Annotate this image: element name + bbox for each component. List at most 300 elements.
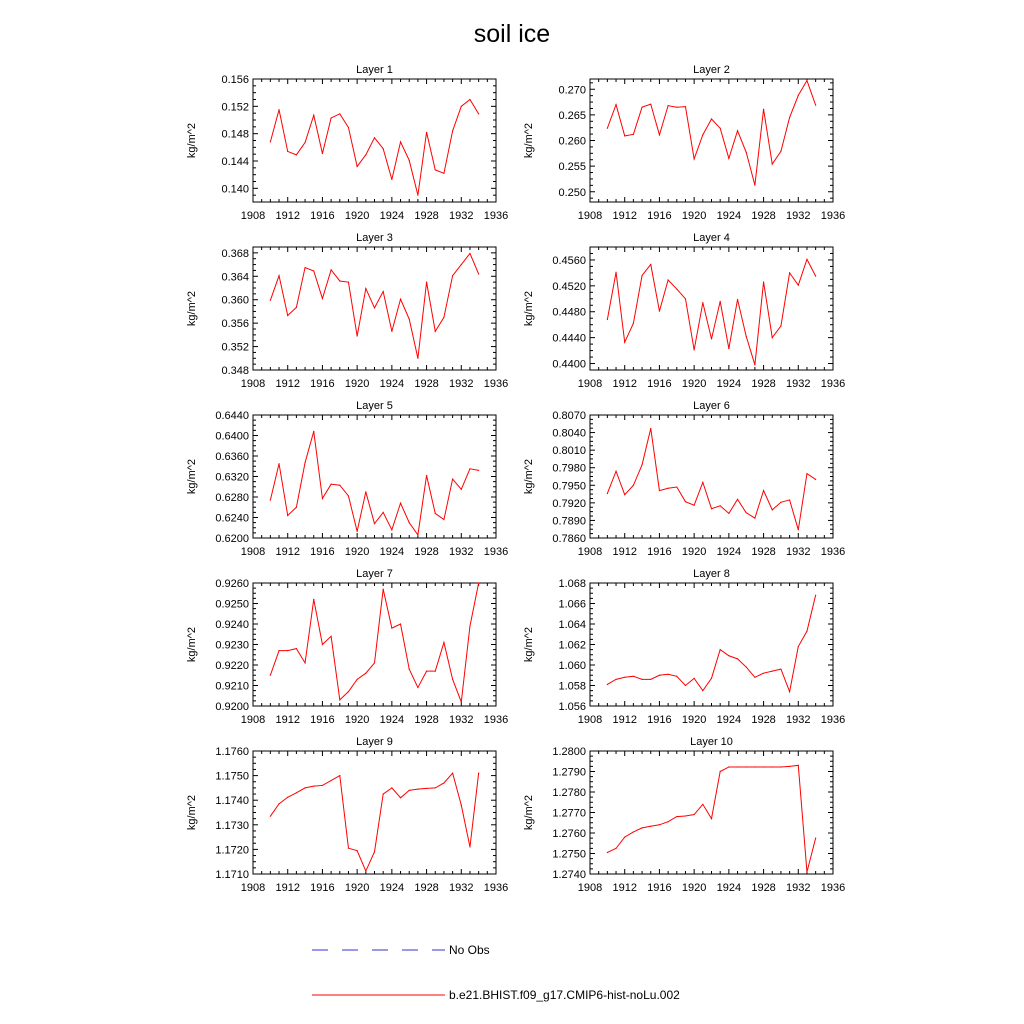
chart-5-x-tick-label: 1932	[449, 546, 474, 558]
chart-9-data-point	[357, 850, 358, 851]
chart-6-data-point	[780, 502, 781, 503]
chart-3-data-point	[278, 275, 279, 276]
chart-2-data-point	[780, 151, 781, 152]
chart-2-data-point	[720, 128, 721, 129]
chart-8-data-point	[780, 669, 781, 670]
chart-2-x-tick-label: 1908	[577, 210, 603, 222]
chart-8-frame	[590, 583, 833, 706]
chart-6-data-point	[763, 490, 764, 491]
chart-10-x-tick-label: 1916	[647, 882, 672, 894]
chart-6-y-tick-label: 0.7980	[552, 462, 586, 475]
chart-2-y-tick-label: 0.260	[558, 135, 586, 148]
chart-4-data-point	[668, 279, 669, 280]
chart-8-y-tick-label: 1.064	[558, 619, 586, 631]
chart-7-y-tick-label: 0.9230	[215, 639, 249, 652]
chart-5-y-tick-label: 0.6280	[215, 492, 249, 504]
chart-1-data-point	[270, 141, 271, 142]
chart-3-data-point	[287, 315, 288, 316]
chart-10-frame	[590, 751, 833, 874]
chart-3-data-point	[339, 280, 340, 281]
chart-1-data-point	[365, 154, 366, 155]
chart-6-data-point	[650, 428, 651, 429]
chart-2-data-point	[737, 130, 738, 131]
chart-3-data-point	[331, 269, 332, 270]
chart-2-data-point	[815, 105, 816, 106]
chart-10-data-point	[633, 831, 634, 832]
chart-6-y-tick-label: 0.8010	[552, 445, 586, 458]
chart-5-y-tick-label: 0.6320	[215, 471, 249, 484]
chart-10-data-point	[650, 826, 651, 827]
chart-3-data-point	[391, 331, 392, 332]
chart-5-title: Layer 5	[356, 400, 393, 412]
chart-9-data-point	[374, 851, 375, 852]
chart-3-data-point	[435, 331, 436, 332]
chart-7-data-point	[391, 628, 392, 629]
chart-5-data-point	[357, 531, 358, 532]
chart-7-data-point	[270, 675, 271, 676]
chart-3-data-point	[478, 273, 479, 274]
chart-7-data-point	[296, 648, 297, 649]
chart-9-y-tick-label: 1.1710	[215, 869, 249, 881]
chart-7-data-point	[331, 636, 332, 637]
chart-4-data-point	[711, 338, 712, 339]
chart-7-data-point	[287, 650, 288, 651]
chart-3-y-tick-label: 0.364	[221, 271, 249, 284]
chart-2-data-point	[746, 152, 747, 153]
chart-4-data-point	[624, 342, 625, 343]
chart-5-data-point	[374, 523, 375, 524]
chart-5-x-tick-label: 1920	[344, 546, 370, 558]
chart-10-data-point	[641, 827, 642, 828]
chart-2-data-point	[650, 104, 651, 105]
chart-5-data-point	[435, 513, 436, 514]
chart-10-data-point	[676, 816, 677, 817]
chart-8-data-point	[772, 671, 773, 672]
chart-1-data-point	[452, 130, 453, 131]
chart-3-data-point	[296, 307, 297, 308]
chart-2-data-point	[798, 95, 799, 96]
chart-2-data-point	[694, 158, 695, 159]
chart-4-data-point	[798, 285, 799, 286]
chart-3-data-point	[426, 282, 427, 283]
chart-1-x-tick-label: 1920	[344, 210, 370, 222]
chart-4-data-point	[650, 264, 651, 265]
chart-7-ylabel: kg/m^2	[186, 626, 198, 663]
chart-7-data-point	[383, 589, 384, 590]
chart-9-data-point	[400, 797, 401, 798]
chart-10-x-tick-label: 1908	[577, 882, 603, 894]
chart-10-x-tick-label: 1920	[681, 882, 707, 894]
chart-1-title: Layer 1	[356, 64, 393, 76]
chart-10-data-point	[607, 852, 608, 853]
chart-9-data-point	[478, 773, 479, 774]
chart-2-x-tick-label: 1916	[647, 210, 672, 222]
chart-7-data-point	[426, 671, 427, 672]
chart-2-data-point	[641, 107, 642, 108]
chart-5-data-point	[426, 475, 427, 476]
chart-6-data-point	[633, 485, 634, 486]
chart-6-y-tick-label: 0.7920	[552, 497, 586, 510]
chart-5-data-point	[339, 485, 340, 486]
chart-1-data-point	[478, 113, 479, 114]
chart-6-y-tick-label: 0.8040	[552, 427, 586, 440]
chart-2	[523, 64, 845, 222]
chart-3-x-tick-label: 1924	[379, 378, 405, 390]
chart-2-data-point	[754, 184, 755, 185]
chart-7-x-tick-label: 1908	[240, 714, 266, 726]
chart-7-data-point	[365, 673, 366, 674]
chart-1-x-tick-label: 1908	[240, 210, 266, 222]
chart-5-data-point	[270, 499, 271, 500]
chart-1-y-tick-label: 0.148	[221, 128, 249, 141]
chart-7-data-point	[339, 699, 340, 700]
chart-5-frame	[253, 415, 496, 538]
chart-6-title: Layer 6	[693, 400, 730, 412]
chart-6-data-point	[711, 508, 712, 509]
chart-7-data-point	[435, 671, 436, 672]
chart-4-x-tick-label: 1912	[612, 378, 637, 390]
chart-4-series-line	[607, 259, 815, 365]
chart-6-data-point	[659, 490, 660, 491]
chart-4-y-tick-label: 0.4560	[552, 254, 586, 267]
chart-9-x-tick-label: 1912	[275, 882, 300, 894]
chart-6-data-point	[607, 493, 608, 494]
chart-9-data-point	[339, 775, 340, 776]
chart-3-data-point	[313, 270, 314, 271]
chart-4-x-tick-label: 1936	[820, 378, 846, 390]
chart-2-data-point	[668, 105, 669, 106]
chart-1-x-tick-label: 1936	[483, 210, 509, 222]
chart-8-data-point	[676, 676, 677, 677]
panels	[186, 64, 845, 894]
chart-7-data-point	[478, 582, 479, 583]
chart-2-data-point	[615, 104, 616, 105]
chart-6-x-tick-label: 1932	[786, 546, 811, 558]
chart-3-data-point	[348, 282, 349, 283]
chart-9-data-point	[270, 816, 271, 817]
chart-2-data-point	[685, 106, 686, 107]
chart-9-data-point	[278, 803, 279, 804]
chart-8-x-tick-label: 1928	[751, 714, 776, 726]
chart-10-y-tick-label: 1.2760	[552, 828, 586, 840]
chart-4-ylabel: kg/m^2	[523, 290, 535, 327]
chart-5-data-point	[391, 529, 392, 530]
chart-4-y-tick-label: 0.4520	[552, 280, 586, 293]
chart-6-data-point	[772, 509, 773, 510]
chart-6-data-point	[685, 501, 686, 502]
chart-1-y-tick-label: 0.156	[221, 74, 249, 86]
chart-9-x-tick-label: 1920	[344, 882, 370, 894]
chart-6-data-point	[754, 517, 755, 518]
chart-9-title: Layer 9	[356, 736, 393, 748]
chart-4-y-tick-label: 0.4400	[552, 358, 586, 371]
chart-8-ylabel: kg/m^2	[523, 626, 535, 663]
chart-4-x-tick-label: 1920	[681, 378, 707, 390]
chart-3-x-tick-label: 1932	[449, 378, 474, 390]
chart-2-ylabel: kg/m^2	[523, 122, 535, 159]
chart-4-data-point	[763, 281, 764, 282]
chart-9-data-point	[469, 846, 470, 847]
chart-2-frame	[590, 79, 833, 202]
figure-title: soil ice	[473, 20, 551, 48]
chart-8-data-point	[694, 678, 695, 679]
chart-5	[186, 400, 508, 558]
chart-7-x-tick-label: 1932	[449, 714, 474, 726]
chart-4-data-point	[789, 272, 790, 273]
chart-3-x-tick-label: 1916	[310, 378, 335, 390]
chart-10-y-tick-label: 1.2800	[552, 746, 586, 758]
chart-8-y-tick-label: 1.058	[558, 680, 586, 693]
chart-9-data-point	[461, 805, 462, 806]
chart-7-data-point	[400, 623, 401, 624]
chart-9-data-point	[435, 787, 436, 788]
chart-1-x-tick-label: 1916	[310, 210, 335, 222]
chart-7-frame	[253, 583, 496, 706]
chart-8-x-tick-label: 1936	[820, 714, 846, 726]
chart-7-x-tick-label: 1920	[344, 714, 370, 726]
chart-4-y-tick-label: 0.4480	[552, 306, 586, 319]
chart-9-x-tick-label: 1924	[379, 882, 405, 894]
chart-3-ylabel: kg/m^2	[186, 290, 198, 327]
chart-4-x-tick-label: 1932	[786, 378, 811, 390]
chart-8-data-point	[746, 666, 747, 667]
chart-8-data-point	[728, 655, 729, 656]
chart-3-data-point	[409, 318, 410, 319]
chart-1-data-point	[374, 137, 375, 138]
chart-7-x-tick-label: 1916	[310, 714, 335, 726]
chart-9-data-point	[391, 787, 392, 788]
chart-8-series-line	[607, 595, 815, 691]
chart-3-y-tick-label: 0.352	[221, 341, 249, 354]
chart-2-data-point	[702, 134, 703, 135]
chart-10-data-point	[615, 848, 616, 849]
chart-1-data-point	[461, 106, 462, 107]
chart-4-data-point	[702, 302, 703, 303]
chart-4-data-point	[720, 301, 721, 302]
chart-2-data-point	[711, 118, 712, 119]
chart-9-x-tick-label: 1936	[483, 882, 509, 894]
chart-2-x-tick-label: 1912	[612, 210, 637, 222]
chart-1-y-tick-label: 0.140	[221, 183, 249, 196]
chart-6-y-tick-label: 0.8070	[552, 410, 586, 422]
chart-4-title: Layer 4	[693, 232, 730, 244]
chart-1-data-point	[417, 195, 418, 196]
chart-10-x-tick-label: 1932	[786, 882, 811, 894]
chart-6-data-point	[728, 513, 729, 514]
chart-8-data-point	[615, 679, 616, 680]
chart-2-y-tick-label: 0.270	[558, 84, 586, 97]
chart-5-data-point	[278, 463, 279, 464]
chart-10-data-point	[685, 815, 686, 816]
chart-6-y-tick-label: 0.7950	[552, 480, 586, 493]
chart-8-x-tick-label: 1908	[577, 714, 603, 726]
chart-6-series-line	[607, 428, 815, 529]
chart-7-data-point	[461, 701, 462, 702]
chart-5-y-tick-label: 0.6200	[215, 533, 249, 545]
chart-8	[523, 568, 845, 726]
chart-10	[523, 736, 845, 894]
chart-1-data-point	[348, 127, 349, 128]
chart-7-y-tick-label: 0.9210	[215, 680, 249, 693]
chart-8-x-tick-label: 1924	[716, 714, 742, 726]
chart-5-data-point	[469, 468, 470, 469]
chart-1-data-point	[339, 113, 340, 114]
chart-1-data-point	[400, 141, 401, 142]
chart-4-data-point	[641, 275, 642, 276]
chart-8-data-point	[668, 674, 669, 675]
chart-1-data-point	[435, 169, 436, 170]
chart-9-data-point	[443, 782, 444, 783]
chart-6-x-tick-label: 1936	[820, 546, 846, 558]
chart-4-data-point	[746, 336, 747, 337]
chart-7-y-tick-label: 0.9260	[215, 578, 249, 590]
chart-3-data-point	[374, 307, 375, 308]
chart-8-data-point	[633, 676, 634, 677]
chart-5-series-line	[270, 431, 478, 535]
chart-2-data-point	[772, 163, 773, 164]
chart-10-x-tick-label: 1936	[820, 882, 846, 894]
chart-3-data-point	[469, 253, 470, 254]
chart-9-ylabel: kg/m^2	[186, 794, 198, 831]
chart-8-data-point	[641, 679, 642, 680]
chart-8-y-tick-label: 1.060	[558, 660, 586, 672]
chart-9-data-point	[322, 785, 323, 786]
chart-8-y-tick-label: 1.068	[558, 578, 586, 590]
chart-5-data-point	[383, 512, 384, 513]
chart-9-data-point	[383, 793, 384, 794]
chart-10-title: Layer 10	[690, 736, 733, 748]
chart-6-data-point	[641, 464, 642, 465]
chart-4-data-point	[728, 348, 729, 349]
chart-1-data-point	[391, 179, 392, 180]
chart-8-x-tick-label: 1912	[612, 714, 637, 726]
chart-3-data-point	[443, 317, 444, 318]
chart-1-ylabel: kg/m^2	[186, 122, 198, 159]
chart-6-data-point	[746, 512, 747, 513]
chart-7-data-point	[357, 679, 358, 680]
chart-2-data-point	[763, 109, 764, 110]
chart-4-y-tick-label: 0.4440	[552, 332, 586, 345]
chart-6	[523, 400, 845, 558]
chart-4-x-tick-label: 1908	[577, 378, 603, 390]
chart-10-data-point	[772, 766, 773, 767]
chart-2-x-tick-label: 1936	[820, 210, 846, 222]
chart-8-data-point	[806, 631, 807, 632]
chart-1-data-point	[443, 173, 444, 174]
chart-6-x-tick-label: 1916	[647, 546, 672, 558]
chart-8-data-point	[737, 658, 738, 659]
chart-1-y-tick-label: 0.144	[221, 156, 249, 168]
chart-5-data-point	[452, 478, 453, 479]
chart-1-data-point	[383, 148, 384, 149]
chart-3-data-point	[417, 358, 418, 359]
chart-7-y-tick-label: 0.9220	[215, 660, 249, 672]
chart-2-x-tick-label: 1920	[681, 210, 707, 222]
chart-8-data-point	[720, 649, 721, 650]
chart-9-data-point	[304, 787, 305, 788]
chart-3-title: Layer 3	[356, 232, 393, 244]
chart-4-data-point	[676, 288, 677, 289]
chart-1-frame	[253, 79, 496, 202]
chart-8-title: Layer 8	[693, 568, 730, 580]
chart-7-data-point	[417, 687, 418, 688]
chart-3-data-point	[357, 335, 358, 336]
chart-9-data-point	[287, 797, 288, 798]
chart-3-y-tick-label: 0.348	[221, 365, 249, 377]
chart-7-series-line	[270, 583, 478, 702]
chart-9-data-point	[348, 848, 349, 849]
chart-3-y-tick-label: 0.356	[221, 318, 249, 331]
chart-6-ylabel: kg/m^2	[523, 458, 535, 495]
chart-10-y-tick-label: 1.2780	[552, 787, 586, 799]
chart-8-data-point	[798, 646, 799, 647]
chart-10-data-point	[737, 766, 738, 767]
chart-9-series-line	[270, 773, 478, 871]
chart-2-x-tick-label: 1932	[786, 210, 811, 222]
chart-5-data-point	[331, 484, 332, 485]
chart-9-x-tick-label: 1908	[240, 882, 266, 894]
chart-1-series-line	[270, 100, 478, 196]
chart-4-data-point	[737, 299, 738, 300]
chart-1-x-tick-label: 1912	[275, 210, 300, 222]
chart-9-y-tick-label: 1.1720	[215, 844, 249, 857]
chart-7-y-tick-label: 0.9250	[215, 598, 249, 611]
chart-10-data-point	[746, 766, 747, 767]
chart-4-x-tick-label: 1928	[751, 378, 776, 390]
chart-8-x-tick-label: 1932	[786, 714, 811, 726]
chart-7-data-point	[304, 662, 305, 663]
chart-10-data-point	[694, 814, 695, 815]
chart-5-y-tick-label: 0.6240	[215, 512, 249, 525]
chart-5-y-tick-label: 0.6440	[215, 410, 249, 422]
chart-5-data-point	[348, 495, 349, 496]
chart-9-x-tick-label: 1916	[310, 882, 335, 894]
chart-10-data-point	[815, 838, 816, 839]
chart-10-data-point	[763, 766, 764, 767]
chart-5-data-point	[478, 470, 479, 471]
chart-3-y-tick-label: 0.360	[221, 294, 249, 307]
chart-8-y-tick-label: 1.056	[558, 701, 586, 713]
chart-3-data-point	[322, 298, 323, 299]
chart-1-data-point	[469, 99, 470, 100]
chart-3	[186, 232, 508, 390]
chart-1-data-point	[357, 166, 358, 167]
chart-6-data-point	[720, 505, 721, 506]
chart-4-data-point	[754, 364, 755, 365]
chart-10-data-point	[720, 771, 721, 772]
chart-4-x-tick-label: 1916	[647, 378, 672, 390]
chart-6-data-point	[798, 529, 799, 530]
chart-6-x-tick-label: 1920	[681, 546, 707, 558]
chart-4-data-point	[659, 310, 660, 311]
chart-3-data-point	[270, 300, 271, 301]
chart-9-data-point	[409, 790, 410, 791]
chart-2-title: Layer 2	[693, 64, 730, 76]
chart-7-data-point	[409, 669, 410, 670]
chart-4-data-point	[694, 349, 695, 350]
chart-9-data-point	[296, 792, 297, 793]
chart-1-x-tick-label: 1928	[414, 210, 439, 222]
chart-1	[186, 64, 508, 222]
legend-obs-label: No Obs	[449, 943, 490, 957]
chart-6-data-point	[668, 488, 669, 489]
chart-4-data-point	[607, 319, 608, 320]
chart-2-y-tick-label: 0.255	[558, 161, 586, 174]
chart-6-data-point	[806, 473, 807, 474]
chart-8-y-tick-label: 1.062	[558, 639, 586, 652]
chart-9-y-tick-label: 1.1730	[215, 819, 249, 832]
chart-3-data-point	[461, 264, 462, 265]
